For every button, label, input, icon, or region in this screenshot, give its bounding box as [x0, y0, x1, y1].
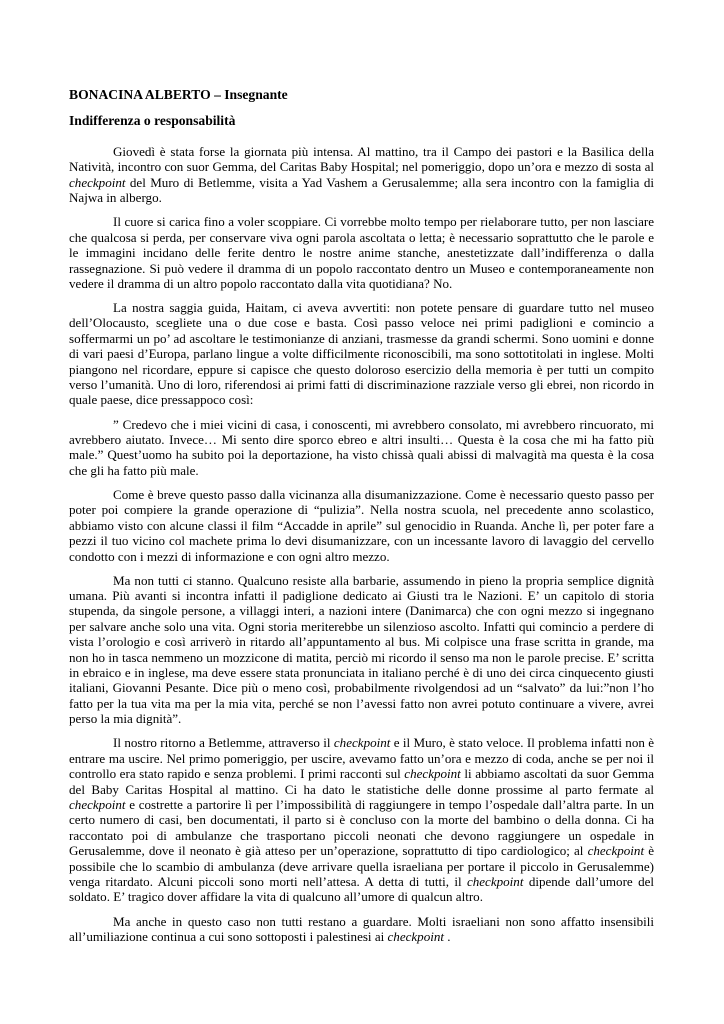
- paragraph: [69, 417, 654, 479]
- paragraph: [69, 214, 654, 291]
- italic-term: checkpoint: [466, 874, 524, 889]
- italic-term: checkpoint: [404, 766, 461, 782]
- text-run: .: [444, 928, 451, 944]
- text-run: Giovedì è stata forse la giornata più intensa. Al mattino, tra il Campo dei pastori e la Basilica della Natività, incontro con suor Gemma, del Caritas Baby Hospital; nel pomeriggio, dopo un’ora e mezzo di sosta al: [69, 144, 654, 175]
- text-run: Ma non tutti ci stanno. Qualcuno resiste alla barbarie, assumendo in pieno la propria semplice dignità umana. Più avanti si incontra infatti il padiglione dedicato ai Giusti tra le Nazioni. E’ un capitolo di storia stupenda, da singole persone, a villaggi interi, a nazioni intere (Danimarca) che con ogni mezzo si ingegnano per salvare anche solo una vita. Ogni storia meriterebbe un silenzioso ascolto. Infatti qui comincio a perdere di vista l’orologio e così arriverò in ritardo all’appuntamento al bus. Mi colpisce una frase scritta in grande, ma non ho in tasca nemmeno un mozzicone di matita, perciò mi ricordo il senso ma non le parole precise. E’ scritta in ebraico e in inglese, ma deve essere stata pronunciata in italiano perché è di uno dei circa cinquecento giusti italiani, Giovanni Pesante. Dice più o meno così, probabilmente rivolgendosi ad un “salvato” da lui:”non l’ho fatto per la tua vita ma per la mia vita, perché se non l’avessi fatto non avrei potuto continuare a vivere, avrei perso la mia dignità”.: [69, 572, 654, 727]
- italic-term: checkpoint: [69, 796, 126, 812]
- text-run: Come è breve questo passo dalla vicinanza alla disumanizzazione. Come è necessario questo passo per poter poi compiere la grande operazione di “pulizia”. Nella nostra scuola, nel precedente anno scolastico, abbiamo visto con alcune classi il film “Accadde in aprile” sul genocidio in Ruanda. Anche lì, per poter fare a pezzi il tuo vicino col machete prima lo devi disumanizzare, con un incessante lavoro di lavaggio del cervello condotto con i mezzi di informazione e con ogni altro mezzo.: [69, 486, 654, 564]
- text-run: del Muro di Betlemme, visita a Yad Vashem a Gerusalemme; alla sera incontro con la famiglia di Najwa in albergo.: [69, 174, 654, 206]
- document-title: Indifferenza o responsabilità: [69, 113, 236, 128]
- paragraph: [69, 300, 654, 408]
- italic-term: checkpoint: [387, 928, 445, 944]
- text-run: e il Muro, è stato veloce. Il problema infatti non è entrare ma uscire. Nel primo pomeriggio, per uscire, avevamo fatto un’ora e mezzo di coda, anche se per noi il controllo era stato rapido e senza problemi. I primi racconti sul: [69, 735, 655, 782]
- paragraph: [69, 914, 654, 945]
- italic-term: checkpoint: [587, 843, 645, 859]
- text-run: Il cuore si carica fino a voler scoppiare. Ci vorrebbe molto tempo per rielaborare tutto, per non lasciare che qualcosa si perda, per conservare viva ogni parola ascoltata o letta; è necessario soprattutto che le parole e le immagini incidano delle ferite dentro le nostre anime stanche, anestetizzate dall’indifferenza o dalla rassegnazione. Si può vedere il dramma di un popolo raccontato dentro un Museo e contemporaneamente non vedere il dramma di un altro popolo raccontato dalla vita quotidiana? No.: [69, 214, 654, 291]
- text-run: Ma anche in questo caso non tutti restano a guardare. Molti israeliani non sono affatto insensibili all’umiliazione continua a cui sono sottoposti i palestinesi ai: [69, 913, 654, 944]
- text-run: ” Credevo che i miei vicini di casa, i conoscenti, mi avrebbero consolato, mi avrebbero rincuorato, mi avrebbero aiutato. Invece… Mi sento dire sporco ebreo e altri insulti… Questa è la cosa che mi ha fatto più male.” Quest’uomo ha subito poi la deportazione, ha visto chissà quali abissi di malvagità ma questa è la cosa che gli ha fatto più male.: [69, 416, 654, 478]
- text-run: è possibile che lo scambio di ambulanza (deve arrivare quella israeliana per portare il piccolo in Gerusalemme) venga ritardato. Alcuni piccoli sono morti nell’attesa. A detta di tutti, il: [69, 843, 654, 889]
- document-body: [69, 144, 654, 944]
- italic-term: checkpoint: [69, 174, 126, 190]
- author-line: BONACINA ALBERTO – Insegnante: [69, 87, 288, 102]
- text-run: e costrette a partorire lì per l’impossibilità di raggiungere in tempo l’ospedale dall’altra parte. In un certo numero di casi, ben documentati, il parto si è concluso con la morte del bambino o della donna. Ci ha raccontato poi di ambulanze che trasportano piccoli neonati che devono raggiungere un ospedale in Gerusalemme, dove il neonato è già atteso per un’operazione, soprattutto di tipo cardiologico; al: [69, 796, 654, 859]
- text-run: dipende dall’umore del soldato. E’ tragico dover affidare la vita di qualcuno all’umore di qualcun altro.: [69, 874, 655, 905]
- text-run: li abbiamo ascoltati da suor Gemma del Baby Caritas Hospital al mattino. Ci ha dato le statistiche delle donne prossime al parto fermate al: [69, 766, 654, 797]
- italic-term: checkpoint: [333, 735, 391, 751]
- paragraph: [69, 487, 654, 564]
- paragraph: [69, 573, 654, 727]
- paragraph: [69, 144, 654, 206]
- text-run: La nostra saggia guida, Haitam, ci aveva avvertiti: non potete pensare di guardare tutto nel museo dell’Olocausto, scegliete una o due cose e basta. Così passo veloce nei primi padiglioni e comincio a soffermarmi un po’ ad ascoltare le testimonianze di anziani, trasmesse da grandi schermi. Sono uomini e donne di vari paesi d’Europa, parlano lingue a volte difficilmente riconoscibili, ma sono sottotitolati in inglese. Molti piangono nel ricordare, eppure si capisce che questo doloroso esercizio della memoria è per tutti un compito verso l’umanità. Uno di loro, riferendosi ai primi fatti di discriminazione razziale verso gli ebrei, non ricordo in quale paese, dice pressappoco così:: [69, 300, 654, 408]
- paragraph: [69, 735, 654, 904]
- text-run: Il nostro ritorno a Betlemme, attraverso il: [113, 735, 334, 751]
